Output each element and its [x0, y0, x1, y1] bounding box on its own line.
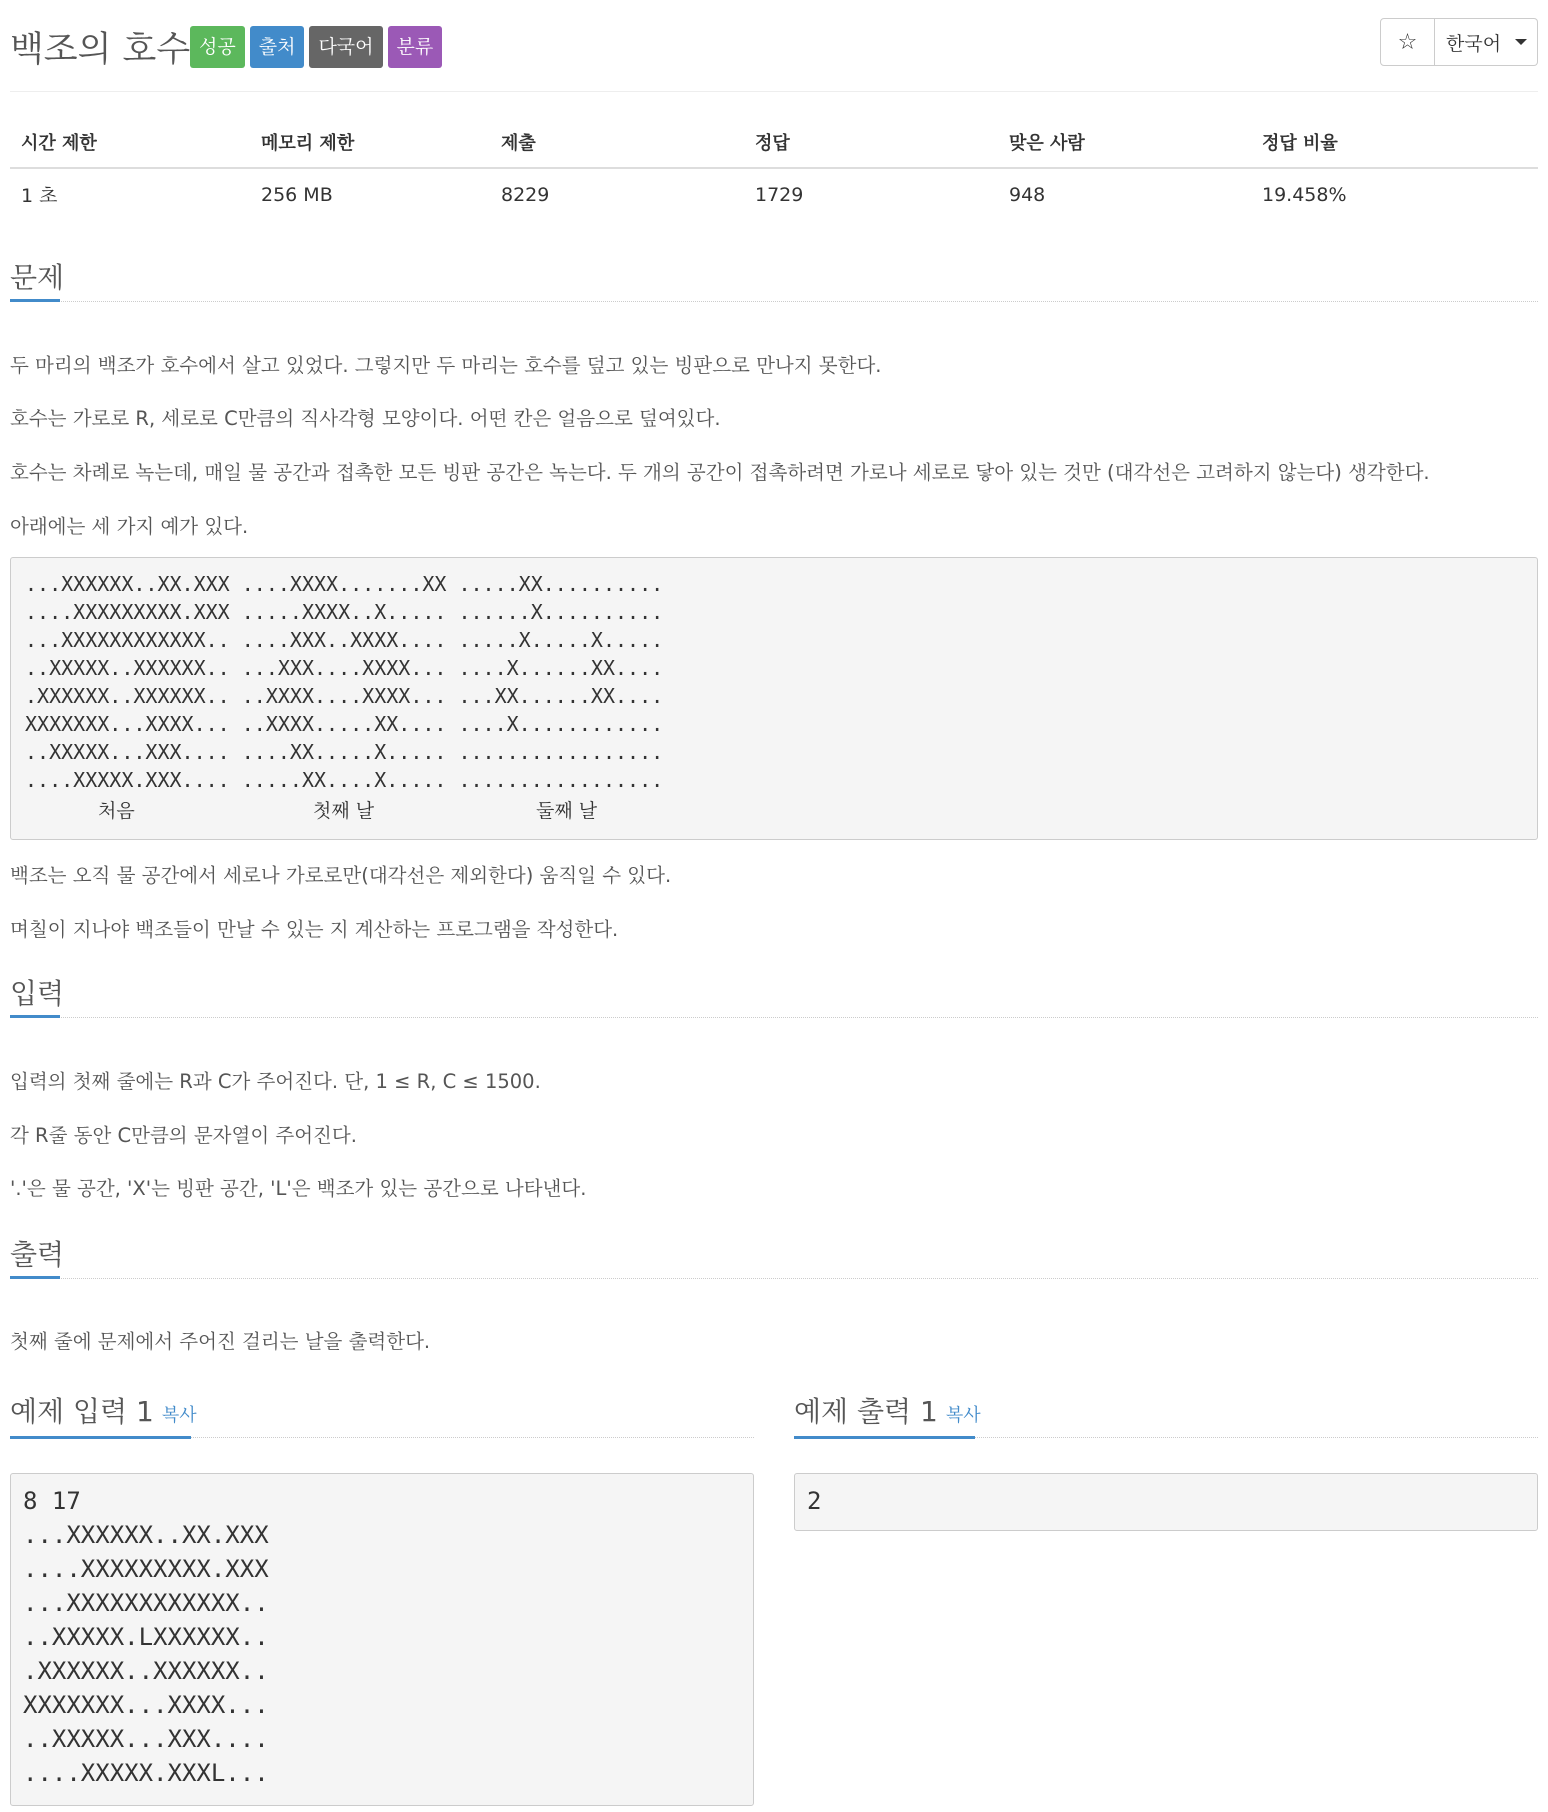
figure-caption: 둘째 날: [536, 800, 598, 822]
header-solvers: 맞은 사람: [998, 116, 1251, 168]
label-tags[interactable]: 분류: [388, 26, 443, 68]
info-header-row: [10, 116, 1538, 168]
header-time-limit: 시간 제한: [10, 116, 250, 168]
input-paragraph: 각 R줄 동안 C만큼의 문자열이 주어진다.: [10, 1124, 357, 1147]
sample-input-line: .XXXXXX..XXXXXX..: [23, 1657, 269, 1685]
figure-caption: 처음: [98, 800, 135, 822]
sample-input-heading: 예제 입력 1: [10, 1395, 154, 1428]
problem-paragraph: 아래에는 세 가지 예가 있다.: [10, 515, 249, 538]
sample-input-line: ..XXXXX...XXX....: [23, 1725, 269, 1753]
header-accepted: 정답: [744, 116, 998, 168]
label-source[interactable]: 출처: [250, 26, 305, 68]
value-time-limit: 1 초: [21, 185, 58, 207]
info-value-row: [10, 168, 1538, 220]
heading-underline: [794, 1436, 975, 1439]
problem-heading-bar: [10, 258, 1538, 302]
value-accepted[interactable]: 1729: [755, 183, 804, 206]
input-paragraph: 입력의 첫째 줄에는 R과 C가 주어진다. 단, 1 ≤ R, C ≤ 1500.: [10, 1070, 541, 1093]
problem-paragraph: 호수는 차례로 녹는데, 매일 물 공간과 접촉한 모든 빙판 공간은 녹는다. 두 개의 공간이 접촉하려면 가로나 세로로 닿아 있는 것만 (대각선은 고려하지 않는다) 생각한다.: [10, 461, 1430, 484]
sample-input-line: XXXXXXX...XXXX...: [23, 1691, 269, 1719]
heading-underline: [10, 299, 60, 302]
sample-input-line: ...XXXXXX..XX.XXX: [23, 1521, 269, 1549]
input-section: [10, 974, 1538, 1018]
heading-underline: [10, 1015, 60, 1018]
figure-line: ....XXXXXXXXX.XXX .....XXXX..X..... ......X..........: [25, 600, 664, 624]
output-heading: 출력: [10, 1238, 65, 1271]
problem-paragraph: 며칠이 지나야 백조들이 만날 수 있는 지 계산하는 프로그램을 작성한다.: [10, 918, 619, 941]
heading-underline: [10, 1276, 60, 1279]
sample-input-line: 8 17: [23, 1487, 81, 1515]
figure-caption: 첫째 날: [313, 800, 375, 822]
sample-input-box[interactable]: [10, 1473, 754, 1806]
figure-line: ...XXXXXXXXXXXX.. ....XXX..XXXX.... .....X.....X.....: [25, 628, 664, 652]
problem-paragraph: 두 마리의 백조가 호수에서 살고 있었다. 그렇지만 두 마리는 호수를 덮고 있는 빙판으로 만나지 못한다.: [10, 354, 882, 377]
output-section: [10, 1235, 1538, 1279]
problem-heading: 문제: [10, 261, 65, 294]
sample-output-heading: 예제 출력 1: [794, 1395, 938, 1428]
value-ratio: 19.458%: [1262, 183, 1347, 206]
sample-input-line: ....XXXXX.XXXL...: [23, 1759, 269, 1787]
page-title: 백조의 호수: [10, 30, 191, 70]
sample-input-line: ..XXXXX.LXXXXXX..: [23, 1623, 269, 1651]
figure-line: ..XXXXX..XXXXXX.. ...XXX....XXXX... ....X......XX....: [25, 656, 664, 680]
problem-labels: [190, 26, 442, 68]
figure-line: .XXXXXX..XXXXXX.. ..XXXX....XXXX... ...XX......XX....: [25, 684, 664, 708]
input-paragraph: '.'은 물 공간, 'X'는 빙판 공간, 'L'은 백조가 있는 공간으로 나타낸다.: [10, 1177, 587, 1200]
example-figure: [10, 557, 1538, 840]
header-ratio: 정답 비율: [1251, 116, 1538, 168]
sample-output-line: 2: [807, 1487, 822, 1515]
problem-paragraph: 백조는 오직 물 공간에서 세로나 가로로만(대각선은 제외한다) 움직일 수 있다.: [10, 864, 672, 887]
figure-line: ....XXXXX.XXX.... .....XX....X..... .................: [25, 768, 664, 792]
copy-sample-output-button[interactable]: 복사: [945, 1405, 981, 1426]
problem-section: [10, 258, 1538, 302]
sample-input-line: ...XXXXXXXXXXXX..: [23, 1589, 269, 1617]
heading-underline: [10, 1436, 191, 1439]
input-heading: 입력: [10, 977, 65, 1010]
figure-line: XXXXXXX...XXXX... ..XXXX.....XX.... ....X............: [25, 712, 664, 736]
copy-sample-input-button[interactable]: 복사: [161, 1405, 197, 1426]
language-label: 한국어: [1446, 32, 1502, 55]
value-submissions[interactable]: 8229: [501, 183, 550, 206]
problem-info-table: [10, 116, 1538, 220]
input-heading-bar: [10, 974, 1538, 1018]
problem-paragraph: 호수는 가로로 R, 세로로 C만큼의 직사각형 모양이다. 어떤 칸은 얼음으로 덮여있다.: [10, 407, 721, 430]
sample-output-box[interactable]: [794, 1473, 1538, 1531]
problem-header: [10, 0, 1538, 92]
header-actions: [1380, 18, 1538, 66]
sample-input-heading-bar: [10, 1392, 197, 1436]
label-multilang[interactable]: 다국어: [309, 26, 382, 68]
star-icon: ☆: [1397, 29, 1418, 55]
language-dropdown[interactable]: [1435, 18, 1538, 66]
problem-page: [10, 0, 1538, 1787]
output-heading-bar: [10, 1235, 1538, 1279]
value-solvers[interactable]: 948: [1009, 183, 1046, 206]
header-submissions: 제출: [490, 116, 744, 168]
caret-down-icon: [1515, 39, 1527, 45]
output-paragraph: 첫째 줄에 문제에서 주어진 걸리는 날을 출력한다.: [10, 1330, 431, 1353]
sample-input-line: ....XXXXXXXXX.XXX: [23, 1555, 269, 1583]
label-success[interactable]: 성공: [190, 26, 245, 68]
figure-line: ...XXXXXX..XX.XXX ....XXXX.......XX .....XX..........: [25, 572, 664, 596]
figure-line: ..XXXXX...XXX.... ....XX.....X..... .................: [25, 740, 664, 764]
header-memory-limit: 메모리 제한: [250, 116, 490, 168]
sample-output-heading-bar: [794, 1392, 981, 1436]
value-memory-limit: 256 MB: [261, 183, 333, 206]
favorite-button[interactable]: [1380, 18, 1435, 66]
